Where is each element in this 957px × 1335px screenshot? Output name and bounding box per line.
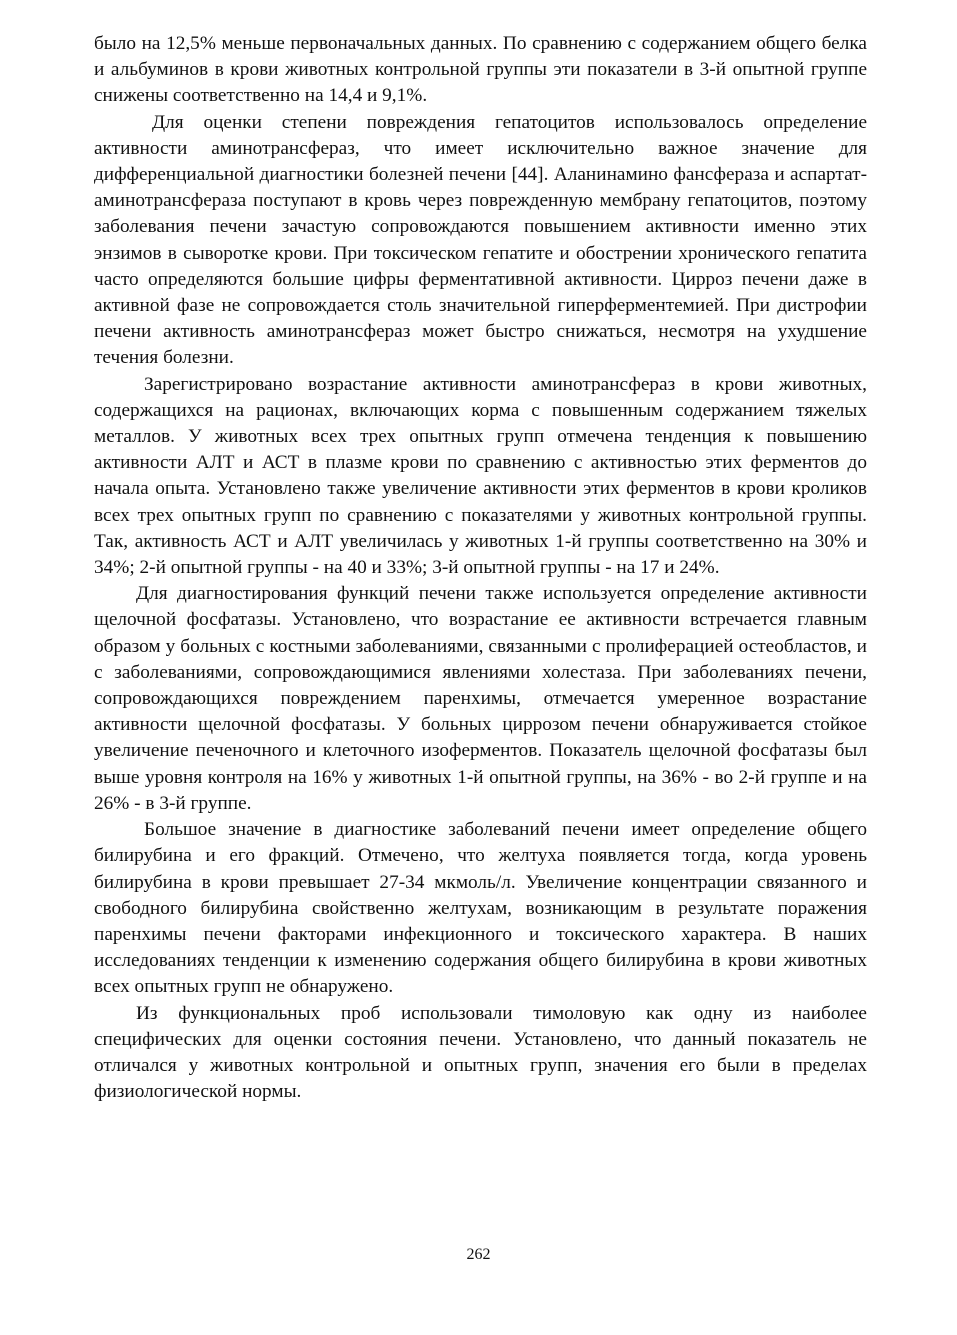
paragraph-5: Большое значение в диагностике заболеваний печени имеет определение общего билирубина и его фракций. Отмечено, что желтуха появляется тогда, когда уровень билирубина в крови превышает 27-34 мкмоль/л. Увеличение концентрации связанного и свободного билирубина свойственно желтухам, возникающим в результате поражения паренхимы печени факторами инфекционного и токсического характера. В наших исследованиях тенденции к изменению содержания общего билирубина в крови животных всех опытных групп не обнаружено.: [94, 819, 867, 998]
paragraph-4: Для диагностирования функций печени также используется определение активности щелочной фосфатазы. Установлено, что возрастание ее активности встречается главным образом у больных с костными заболеваниями, связанными с пролиферацией остеобластов, и с заболеваниями, сопровождающимися явлениями холестаза. При заболеваниях печени, сопровождающихся повреждением паренхимы, отмечается умеренное возрастание активности щелочной фосфатазы. У больных циррозом печени обнаруживается стойкое увеличение печеночного и клеточного изоферментов. Показатель щелочной фосфатазы был выше уровня контроля на 16% у животных 1-й опытной группы, на 36% - во 2-й группе и на 26% - в 3-й группе.: [94, 583, 867, 814]
page-number: 262: [466, 1246, 491, 1263]
paragraph-2: Для оценки степени повреждения гепатоцитов использовалось определение активности аминотрансфераз, что имеет исключительно важное значение для дифференциальной диагностики болезней печени [44]. Аланинамино фансфераза и аспартат-аминотрансфераза поступают в кровь через поврежденную мембрану гепатоцитов, поэтому заболевания печени зачастую сопровождаются повышением активности именно этих энзимов в сыворотке крови. При токсическом гепатите и обострении хронического гепатита часто определяются большие цифры ферментативной активности. Цирроз печени даже в активной фазе не сопровождается столь значительной гиперферментемией. При дистрофии печени активность аминотрансфераз может быстро снижаться, несмотря на ухудшение течения болезни.: [94, 111, 867, 369]
paragraph-1: было на 12,5% меньше первоначальных данных. По сравнению с содержанием общего белка и альбуминов в крови животных контрольной группы эти показатели в 3-й опытной группе снижены соответственно на 14,4 и 9,1%.: [94, 33, 867, 107]
paragraph-3: Зарегистрировано возрастание активности аминотрансфераз в крови животных, содержащихся на рационах, включающих корма с повышенным содержанием тяжелых металлов. У животных всех трех опытных групп отмечена тенденция к повышению активности АЛТ и АСТ в плазме крови по сравнению с активностью этих ферментов до начала опыта. Установлено также увеличение активности этих ферментов в крови кроликов всех трех опытных групп по сравнению с показателями у животных контрольной группы. Так, активность АСТ и АЛТ увеличилась у животных 1-й группы соответственно на 30% и 34%; 2-й опытной группы - на 40 и 33%; 3-й опытной группы - на 17 и 24%.: [94, 373, 867, 579]
document-page: [94, 31, 867, 1105]
paragraph-6: Из функциональных проб использовали тимоловую как одну из наиболее специфических для оценки состояния печени. Установлено, что данный показатель не отличался у животных контрольной и опытных групп, значения его были в пределах физиологической нормы.: [94, 1002, 867, 1103]
